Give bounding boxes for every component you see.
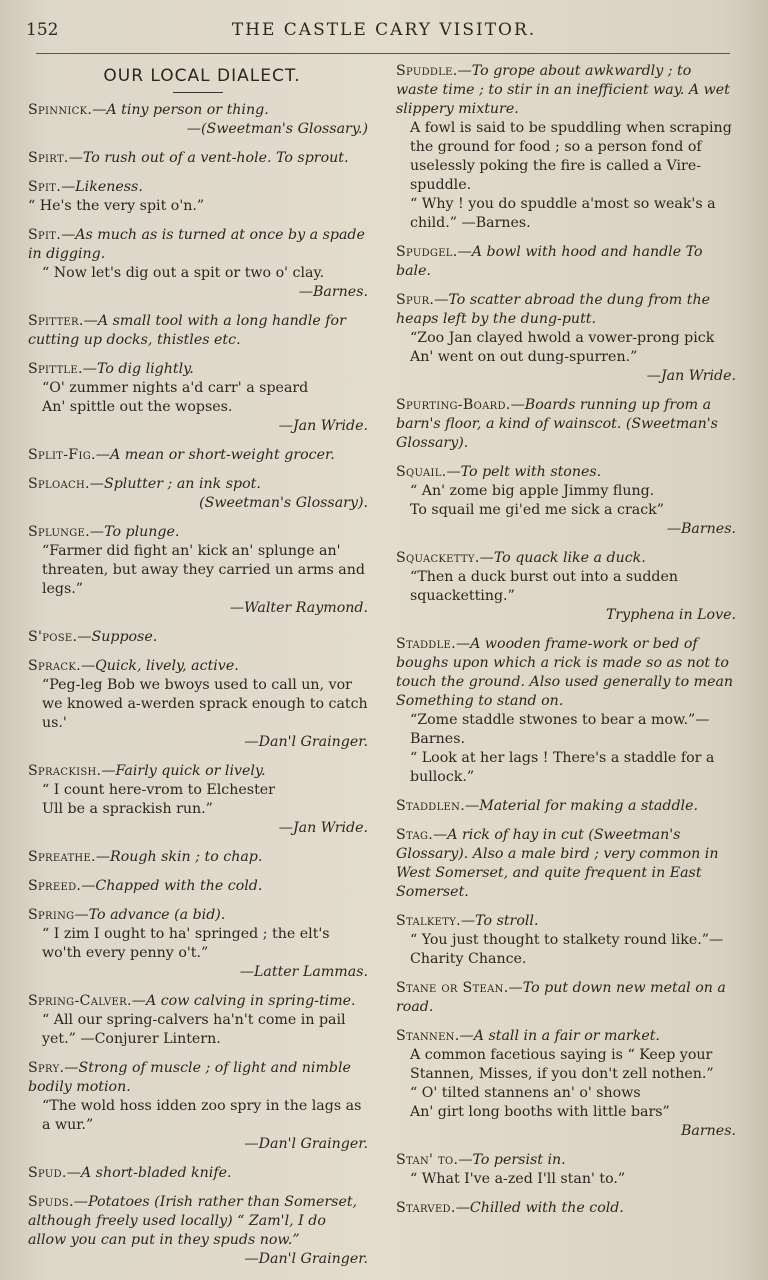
headword: Spreed. [28, 878, 82, 894]
attribution: —Barnes. [298, 284, 368, 300]
definition: —To stroll. [460, 913, 539, 929]
headword: Spurting-Board. [396, 397, 511, 413]
quotation: A fowl is said to be spuddling when scraping the ground for food ; so a person fond of uselessly poking the fire is called a Vire-spuddle. [410, 120, 732, 193]
quotation: “The wold hoss idden zoo spry in the lags as a wur.” [42, 1098, 362, 1133]
attribution: —Walter Raymond. [229, 600, 368, 616]
definition: —A mean or short-weight grocer. [95, 447, 335, 463]
dialect-entry [28, 149, 368, 168]
definition: —A tiny person or thing. [92, 102, 269, 118]
headword: Squail. [396, 464, 447, 480]
definition: —To grope about awkwardly ; to waste time ; to stir in an inefficient way. A wet slippery mixture. [396, 63, 730, 117]
headword: Split-Fig. [28, 447, 96, 463]
definition: —Suppose. [77, 629, 158, 645]
quotation: “ You just thought to stalkety round like.”—Charity Chance. [410, 932, 724, 967]
definition: —To pelt with stones. [446, 464, 602, 480]
definition: —Fairly quick or lively. [101, 763, 266, 779]
headword: Spring [28, 907, 75, 923]
definition: —A bowl with hood and handle To bale. [396, 244, 703, 279]
dialect-entry [28, 877, 368, 896]
quotation: “ He's the very spit o'n.” [28, 198, 205, 214]
left-column [28, 62, 368, 1279]
dialect-entry [28, 523, 368, 618]
headword: Stag. [396, 827, 434, 843]
headword: Spudgel. [396, 244, 458, 260]
definition: —To scatter abroad the dung from the heaps left by the dung-putt. [396, 292, 711, 327]
quotation: “ What I've a-zed I'll stan' to.” [410, 1171, 626, 1187]
attribution: —Latter Lammas. [239, 964, 368, 980]
definition: —As much as is turned at once by a spade in digging. [28, 227, 365, 262]
publication-title: THE CASTLE CARY VISITOR. [231, 20, 537, 40]
headword: Spuddle. [396, 63, 458, 79]
quotation: “Zoo Jan clayed hwold a vower-prong pick [410, 330, 715, 346]
definition: —A stall in a fair or market. [459, 1028, 660, 1044]
definition: —Material for making a staddle. [465, 798, 698, 814]
quotation: “ Now let's dig out a spit or two o' clay. [42, 265, 325, 281]
headword: Staddle. [396, 636, 456, 652]
attribution: Tryphena in Love. [605, 607, 736, 623]
headword: Splunge. [28, 524, 90, 540]
dialect-entry [396, 463, 736, 539]
definition: —Boards running up from a barn's floor, a kind of wainscot. (Sweetman's Glossary). [396, 397, 718, 451]
definition: —A short-bladed knife. [66, 1165, 232, 1181]
definition: —Quick, lively, active. [80, 658, 239, 674]
quotation: “ Why ! you do spuddle a'most so weak's a child.” —Barnes. [410, 196, 716, 231]
attribution: —Barnes. [666, 521, 736, 537]
quotation: “ An' zome big apple Jimmy flung. [410, 483, 655, 499]
quotation: “Then a duck burst out into a sudden squacketting.” [410, 569, 679, 604]
dialect-entry [28, 101, 368, 139]
definition: —Strong of muscle ; of light and nimble bodily motion. [28, 1060, 351, 1095]
dialect-entry [396, 826, 736, 902]
attribution: —Dan'l Grainger. [244, 1136, 368, 1152]
definition: —To plunge. [89, 524, 180, 540]
running-head [0, 18, 768, 46]
headword: Spring-Calver. [28, 993, 132, 1009]
dialect-entry [28, 762, 368, 838]
dialect-entry [28, 475, 368, 513]
quotation: “ I zim I ought to ha' springed ; the elt's wo'th every penny o't.” [42, 926, 330, 961]
definition: —A wooden frame-work or bed of boughs upon which a rick is made so as not to touch the ground. Also used generally to mean Something to stand on. [396, 636, 734, 709]
dialect-entry [396, 1027, 736, 1141]
quotation: An' girt long booths with little bars” [410, 1104, 670, 1120]
definition: —To advance (a bid). [74, 907, 226, 923]
attribution: —Dan'l Grainger. [244, 1251, 368, 1267]
header-rule [36, 53, 730, 54]
headword: Sploach. [28, 476, 90, 492]
quotation: “ O' tilted stannens an' o' shows [410, 1085, 641, 1101]
attribution: —Jan Wride. [278, 820, 368, 836]
dialect-entry [396, 291, 736, 386]
headword: Spit. [28, 179, 62, 195]
page-number: 152 [26, 20, 59, 40]
dialect-entry [28, 992, 368, 1049]
attribution: (Sweetman's Glossary). [199, 495, 368, 511]
headword: Spinnick. [28, 102, 93, 118]
definition: —Rough skin ; to chap. [95, 849, 263, 865]
dialect-entry [28, 446, 368, 465]
definition: —Chilled with the cold. [455, 1200, 624, 1216]
dialect-entry [396, 1199, 736, 1218]
headword: Spit. [28, 227, 62, 243]
dialect-entry [28, 312, 368, 350]
quotation: To squail me gi'ed me sick a crack” [410, 502, 665, 518]
headword: Stalkety. [396, 913, 461, 929]
section-title-rule [173, 92, 223, 93]
dialect-entry [396, 912, 736, 969]
quotation: An' spittle out the wopses. [42, 399, 233, 415]
headword: Stan' to. [396, 1152, 459, 1168]
section-title: OUR LOCAL DIALECT. [103, 66, 301, 86]
headword: Spirt. [28, 150, 69, 166]
definition: —To persist in. [458, 1152, 566, 1168]
headword: Spuds. [28, 1194, 74, 1210]
quotation: “O' zummer nights a'd carr' a speard [42, 380, 309, 396]
headword: Sprack. [28, 658, 81, 674]
quotation: A common facetious saying is “ Keep your Stannen, Misses, if you don't zell nothen.” [410, 1047, 714, 1082]
definition: —Potatoes (Irish rather than Somerset, although freely used locally) “ Zam'l, I do allow you can put in they spuds now.” [28, 1194, 358, 1248]
definition: —Likeness. [61, 179, 143, 195]
definition: —A small tool with a long handle for cutting up docks, thistles etc. [28, 313, 346, 348]
definition: —Splutter ; an ink spot. [89, 476, 261, 492]
headword: Spur. [396, 292, 435, 308]
headword: Spitter. [28, 313, 84, 329]
headword: Spittle. [28, 361, 83, 377]
dialect-entry [28, 178, 368, 216]
attribution: —Jan Wride. [646, 368, 736, 384]
headword: Staddlen. [396, 798, 465, 814]
headword: Starved. [396, 1200, 456, 1216]
dialect-entry [28, 1193, 368, 1269]
headword: Stannen. [396, 1028, 460, 1044]
definition: —A cow calving in spring-time. [131, 993, 356, 1009]
dialect-entry [396, 549, 736, 625]
dialect-entry [28, 226, 368, 302]
dialect-entry [28, 1059, 368, 1154]
definition: —To put down new metal on a road. [396, 980, 726, 1015]
dialect-entry [396, 797, 736, 816]
definition: —To dig lightly. [82, 361, 194, 377]
headword: Stane or Stean. [396, 980, 509, 996]
headword: S'pose. [28, 629, 78, 645]
headword: Squacketty. [396, 550, 480, 566]
dialect-entry [28, 1164, 368, 1183]
right-column [396, 62, 736, 1228]
dialect-entry [396, 635, 736, 787]
definition: —To quack like a duck. [479, 550, 646, 566]
attribution: Barnes. [681, 1123, 736, 1139]
dialect-entry [28, 360, 368, 436]
quotation: “ I count here-vrom to Elchester [42, 782, 275, 798]
quotation: “Peg-leg Bob we bwoys used to call un, vor we knowed a-werden sprack enough to catch us.' [42, 677, 368, 731]
quotation: Ull be a sprackish run.” [42, 801, 213, 817]
quotation: “Zome staddle stwones to bear a mow.”—Barnes. [410, 712, 710, 747]
dialect-entry [28, 628, 368, 647]
definition: —To rush out of a vent-hole. To sprout. [68, 150, 349, 166]
definition: —Chapped with the cold. [81, 878, 263, 894]
dialect-entry [28, 848, 368, 867]
dialect-entry [28, 906, 368, 982]
dialect-entry [28, 657, 368, 752]
headword: Sprackish. [28, 763, 102, 779]
dialect-entry [396, 1151, 736, 1189]
quotation: “ All our spring-calvers ha'n't come in pail yet.” —Conjurer Lintern. [42, 1012, 346, 1047]
headword: Spreathe. [28, 849, 96, 865]
quotation: “ Look at her lags ! There's a staddle for a bullock.” [410, 750, 715, 785]
attribution: —(Sweetman's Glossary.) [186, 121, 368, 137]
dialect-entry [396, 979, 736, 1017]
dialect-entry [396, 62, 736, 233]
attribution: —Jan Wride. [278, 418, 368, 434]
headword: Spry. [28, 1060, 65, 1076]
dialect-entry [396, 243, 736, 281]
quotation: An' went on out dung-spurren.” [410, 349, 638, 365]
headword: Spud. [28, 1165, 67, 1181]
definition: —A rick of hay in cut (Sweetman's Glossary). Also a male bird ; very common in West Somerset, and quite frequent in East Somerset. [396, 827, 719, 900]
dialect-entry [396, 396, 736, 453]
quotation: “Farmer did fight an' kick an' splunge an' threaten, but away they carried un arms and legs.” [42, 543, 365, 597]
attribution: —Dan'l Grainger. [244, 734, 368, 750]
